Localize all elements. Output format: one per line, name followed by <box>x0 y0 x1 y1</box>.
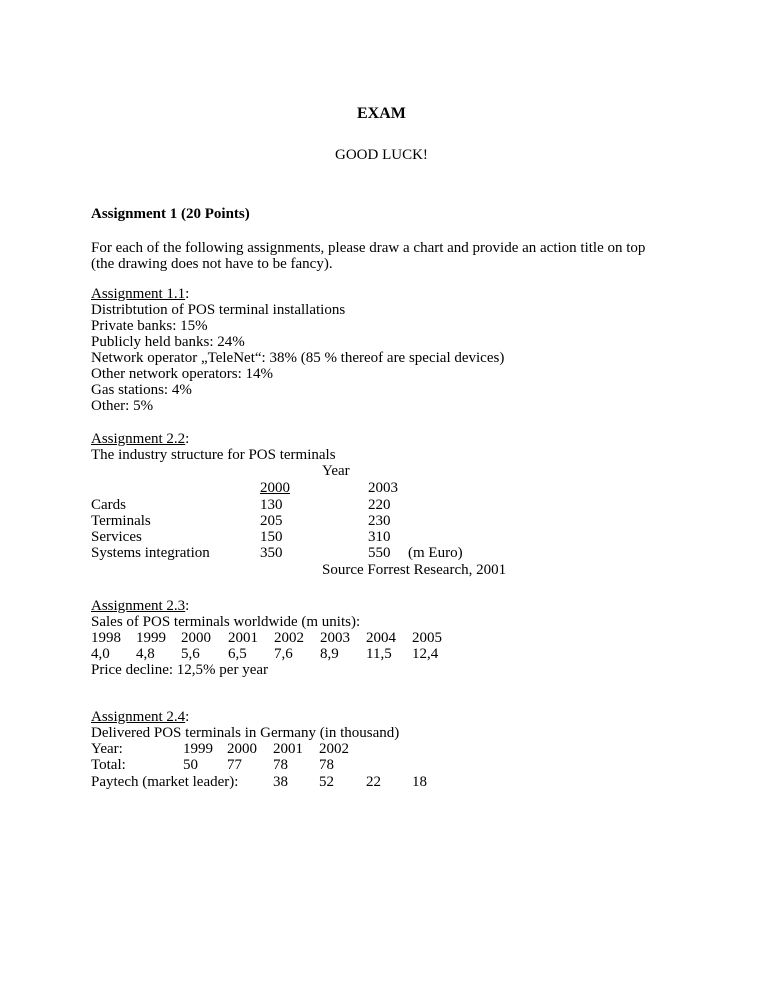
assignment-2-2-col-2003: 2003 <box>368 480 398 496</box>
assignment-2-3-year: 2005 <box>412 630 442 646</box>
assignment-2-4-colon: : <box>185 709 190 725</box>
assignment-2-2-col-header-row <box>260 480 398 496</box>
assignment-2-3-year: 2004 <box>366 630 396 646</box>
assignment-2-2-row-value: 550 <box>368 545 391 561</box>
assignment-1-1-line: Distribtution of POS terminal installations <box>91 302 346 318</box>
assignment-2-4-paytech-label: Paytech (market leader): <box>91 774 239 790</box>
assignment-2-2-row-value: 310 <box>368 529 391 545</box>
assignment-1-heading: Assignment 1 (20 Points) <box>91 206 250 222</box>
assignment-2-3-colon: : <box>185 598 190 614</box>
assignment-1-1-line: Other: 5% <box>91 398 154 414</box>
assignment-2-3-year: 2002 <box>274 630 304 646</box>
assignment-1-1-line: Publicly held banks: 24% <box>91 334 245 350</box>
assignment-2-3-intro: Sales of POS terminals worldwide (m units): <box>91 614 361 630</box>
assignment-2-2-row-label: Cards <box>91 497 126 513</box>
assignment-2-2-row-value: 350 <box>260 545 283 561</box>
assignment-2-2-row-value: 220 <box>368 497 391 513</box>
assignment-1-1-line: Other network operators: 14% <box>91 366 274 382</box>
assignment-2-4-total: 78 <box>273 757 288 773</box>
assignment-2-3-note: Price decline: 12,5% per year <box>91 662 269 678</box>
assignment-2-3-value: 12,4 <box>412 646 439 662</box>
assignment-2-4-total: 78 <box>319 757 334 773</box>
assignment-1-1-heading <box>91 286 189 302</box>
assignment-2-3-heading <box>91 598 189 614</box>
assignment-1-instructions-line2: (the drawing does not have to be fancy). <box>91 256 333 272</box>
assignment-2-3-value: 6,5 <box>228 646 247 662</box>
assignment-2-3-value: 4,0 <box>91 646 110 662</box>
assignment-2-2-row-label: Terminals <box>91 513 151 529</box>
assignment-2-3-year: 2001 <box>228 630 258 646</box>
assignment-2-3-value: 5,6 <box>181 646 200 662</box>
assignment-2-4-heading <box>91 709 189 725</box>
assignment-2-3-year: 2000 <box>181 630 211 646</box>
assignment-2-2-row-value: 205 <box>260 513 283 529</box>
assignment-1-1-line: Network operator „TeleNet“: 38% (85 % thereof are special devices) <box>91 350 505 366</box>
assignment-2-3-value: 11,5 <box>366 646 392 662</box>
assignment-2-3-label: Assignment 2.3 <box>91 598 186 614</box>
assignment-2-4-total-label: Total: <box>91 757 126 773</box>
assignment-2-3-value: 4,8 <box>136 646 155 662</box>
assignment-2-2-row-value: 150 <box>260 529 283 545</box>
assignment-2-2-row-value: 130 <box>260 497 283 513</box>
assignment-2-2-heading <box>91 431 189 447</box>
assignment-1-1-line: Gas stations: 4% <box>91 382 192 398</box>
assignment-2-2-colon: : <box>185 431 190 447</box>
assignment-1-1-colon: : <box>185 286 190 302</box>
assignment-2-2-year-header: Year <box>322 463 350 479</box>
assignment-2-4-year: 2002 <box>319 741 349 757</box>
assignment-2-2-col-2000: 2000 <box>260 480 290 496</box>
assignment-2-4-year-label: Year: <box>91 741 123 757</box>
assignment-2-4-year: 2001 <box>273 741 303 757</box>
assignment-2-4-intro: Delivered POS terminals in Germany (in thousand) <box>91 725 400 741</box>
assignment-2-2-source: Source Forrest Research, 2001 <box>322 562 507 578</box>
assignment-1-instructions-line1: For each of the following assignments, please draw a chart and provide an action title on top <box>91 240 646 256</box>
assignment-2-2-label: Assignment 2.2 <box>91 431 186 447</box>
assignment-1-1-label: Assignment 1.1 <box>91 286 186 302</box>
assignment-2-3-year: 2003 <box>320 630 350 646</box>
assignment-2-4-year: 2000 <box>227 741 257 757</box>
assignment-2-4-paytech-value: 22 <box>366 774 381 790</box>
assignment-2-4-paytech-value: 38 <box>273 774 288 790</box>
exam-subtitle: GOOD LUCK! <box>335 147 428 163</box>
assignment-2-3-year: 1998 <box>91 630 121 646</box>
assignment-2-2-intro: The industry structure for POS terminals <box>91 447 336 463</box>
assignment-2-3-value: 7,6 <box>274 646 293 662</box>
assignment-2-4-label: Assignment 2.4 <box>91 709 186 725</box>
assignment-2-4-paytech-value: 18 <box>412 774 427 790</box>
assignment-2-4-paytech-value: 52 <box>319 774 334 790</box>
assignment-2-2-row-label: Systems integration <box>91 545 210 561</box>
assignment-2-3-value: 8,9 <box>320 646 339 662</box>
assignment-1-1-line: Private banks: 15% <box>91 318 208 334</box>
assignment-2-2-unit: (m Euro) <box>408 545 463 561</box>
assignment-2-2-row-label: Services <box>91 529 142 545</box>
assignment-2-4-total: 50 <box>183 757 198 773</box>
assignment-2-4-total: 77 <box>227 757 242 773</box>
assignment-2-3-year: 1999 <box>136 630 166 646</box>
assignment-2-2-row-value: 230 <box>368 513 391 529</box>
assignment-2-4-year: 1999 <box>183 741 213 757</box>
exam-title: EXAM <box>357 105 406 122</box>
